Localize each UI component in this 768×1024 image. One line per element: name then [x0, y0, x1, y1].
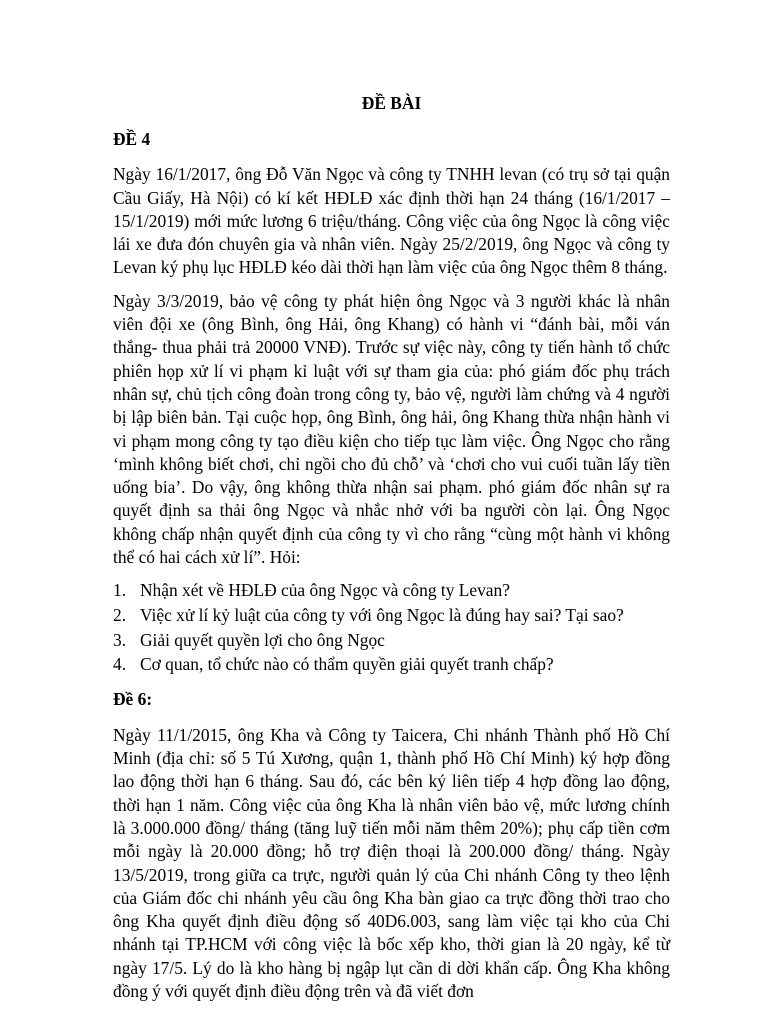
section-heading: ĐỀ 4 — [113, 129, 151, 149]
question-text: Cơ quan, tổ chức nào có thẩm quyền giải quyết tranh chấp? — [140, 654, 554, 675]
question-item — [113, 653, 670, 676]
section-de-4 — [113, 128, 670, 676]
question-list — [113, 579, 670, 676]
question-number: 2. — [113, 604, 127, 625]
question-item — [113, 604, 670, 627]
document-title: ĐỀ BÀI — [361, 93, 422, 113]
section-heading: Đề 6: — [113, 689, 153, 710]
question-number: 1. — [113, 580, 127, 601]
question-text: Nhận xét về HĐLĐ của ông Ngọc và công ty Levan? — [140, 580, 510, 601]
paragraph: Ngày 16/1/2017, ông Đỗ Văn Ngọc và công ty TNHH levan (có trụ sở tại quận Cầu Giấy, Hà Nội) có kí kết HĐLĐ xác định thời hạn 24 tháng (16/1/2017 – 15/1/2019) mới mức lương 6 triệu/tháng. Công việc của ông Ngọc là công việc lái xe đưa đón chuyên gia và nhân viên. Ngày 25/2/2019, ông Ngọc và công ty Levan ký phụ lục HĐLĐ kéo dài thời hạn làm việc của ông Ngọc thêm 8 tháng. — [113, 164, 670, 278]
document-page — [113, 92, 670, 1013]
question-item — [113, 629, 670, 652]
question-text: Giải quyết quyền lợi cho ông Ngọc — [140, 629, 385, 650]
question-item — [113, 579, 670, 602]
question-number: 4. — [113, 654, 127, 675]
question-text: Việc xử lí kỷ luật của công ty với ông Ngọc là đúng hay sai? Tại sao? — [140, 604, 624, 625]
paragraph: Ngày 3/3/2019, bảo vệ công ty phát hiện ông Ngọc và 3 người khác là nhân viên đội xe (ông Bình, ông Hải, ông Khang) có hành vi “đánh bài, mỗi ván thắng- thua phải trả 20000 VNĐ). Trước sự việc này, công ty tiến hành tổ chức phiên họp xử lí vi phạm kỉ luật với sự tham gia của: phó giám đốc phụ trách nhân sự, chủ tịch công đoàn trong công ty, bảo vệ, người làm chứng và 4 người bị lập biên bản. Tại cuộc họp, ông Bình, ông hải, ông Khang thừa nhận hành vi vi phạm mong công ty tạo điều kiện cho tiếp tục làm việc. Ông Ngọc cho rằng ‘mình không biết chơi, chỉ ngồi cho đủ chỗ’ và ‘chơi cho vui cuối tuần lấy tiền uống bia’. Do vậy, ông không thừa nhận sai phạm. phó giám đốc nhân sự ra quyết định sa thải ông Ngọc và nhắc nhở với ba người còn lại. Ông Ngọc không chấp nhận quyết định của công ty vì cho rằng “cùng một hành vi không thể có hai cách xử lí”. Hỏi: — [113, 290, 670, 568]
section-de-6 — [113, 688, 670, 1003]
question-number: 3. — [113, 629, 127, 650]
paragraph: Ngày 11/1/2015, ông Kha và Công ty Taicera, Chi nhánh Thành phố Hồ Chí Minh (địa chỉ: số 5 Tú Xương, quận 1, thành phố Hồ Chí Minh) ký hợp đồng lao động thời hạn 6 tháng. Sau đó, các bên ký liên tiếp 4 hợp đồng lao động, thời hạn 1 năm. Công việc của ông Kha là nhân viên bảo vệ, mức lương chính là 3.000.000 đồng/ tháng (tăng luỹ tiến mỗi năm thêm 20%); phụ cấp tiền cơm mỗi ngày là 20.000 đồng; hỗ trợ điện thoại là 200.000 đồng/ tháng. Ngày 13/5/2019, trong giữa ca trực, người quản lý của Chi nhánh Công ty theo lệnh của Giám đốc chi nhánh yêu cầu ông Kha bàn giao ca trực đồng thời trao cho ông Kha quyết định điều động số 40D6.003, sang làm việc tại kho của Chi nhánh tại TP.HCM với công việc là bốc xếp kho, thời gian là 20 ngày, kể từ ngày 17/5. Lý do là kho hàng bị ngập lụt cần di dời khẩn cấp. Ông Kha không đồng ý với quyết định điều động trên và đã viết đơn — [113, 724, 670, 1001]
